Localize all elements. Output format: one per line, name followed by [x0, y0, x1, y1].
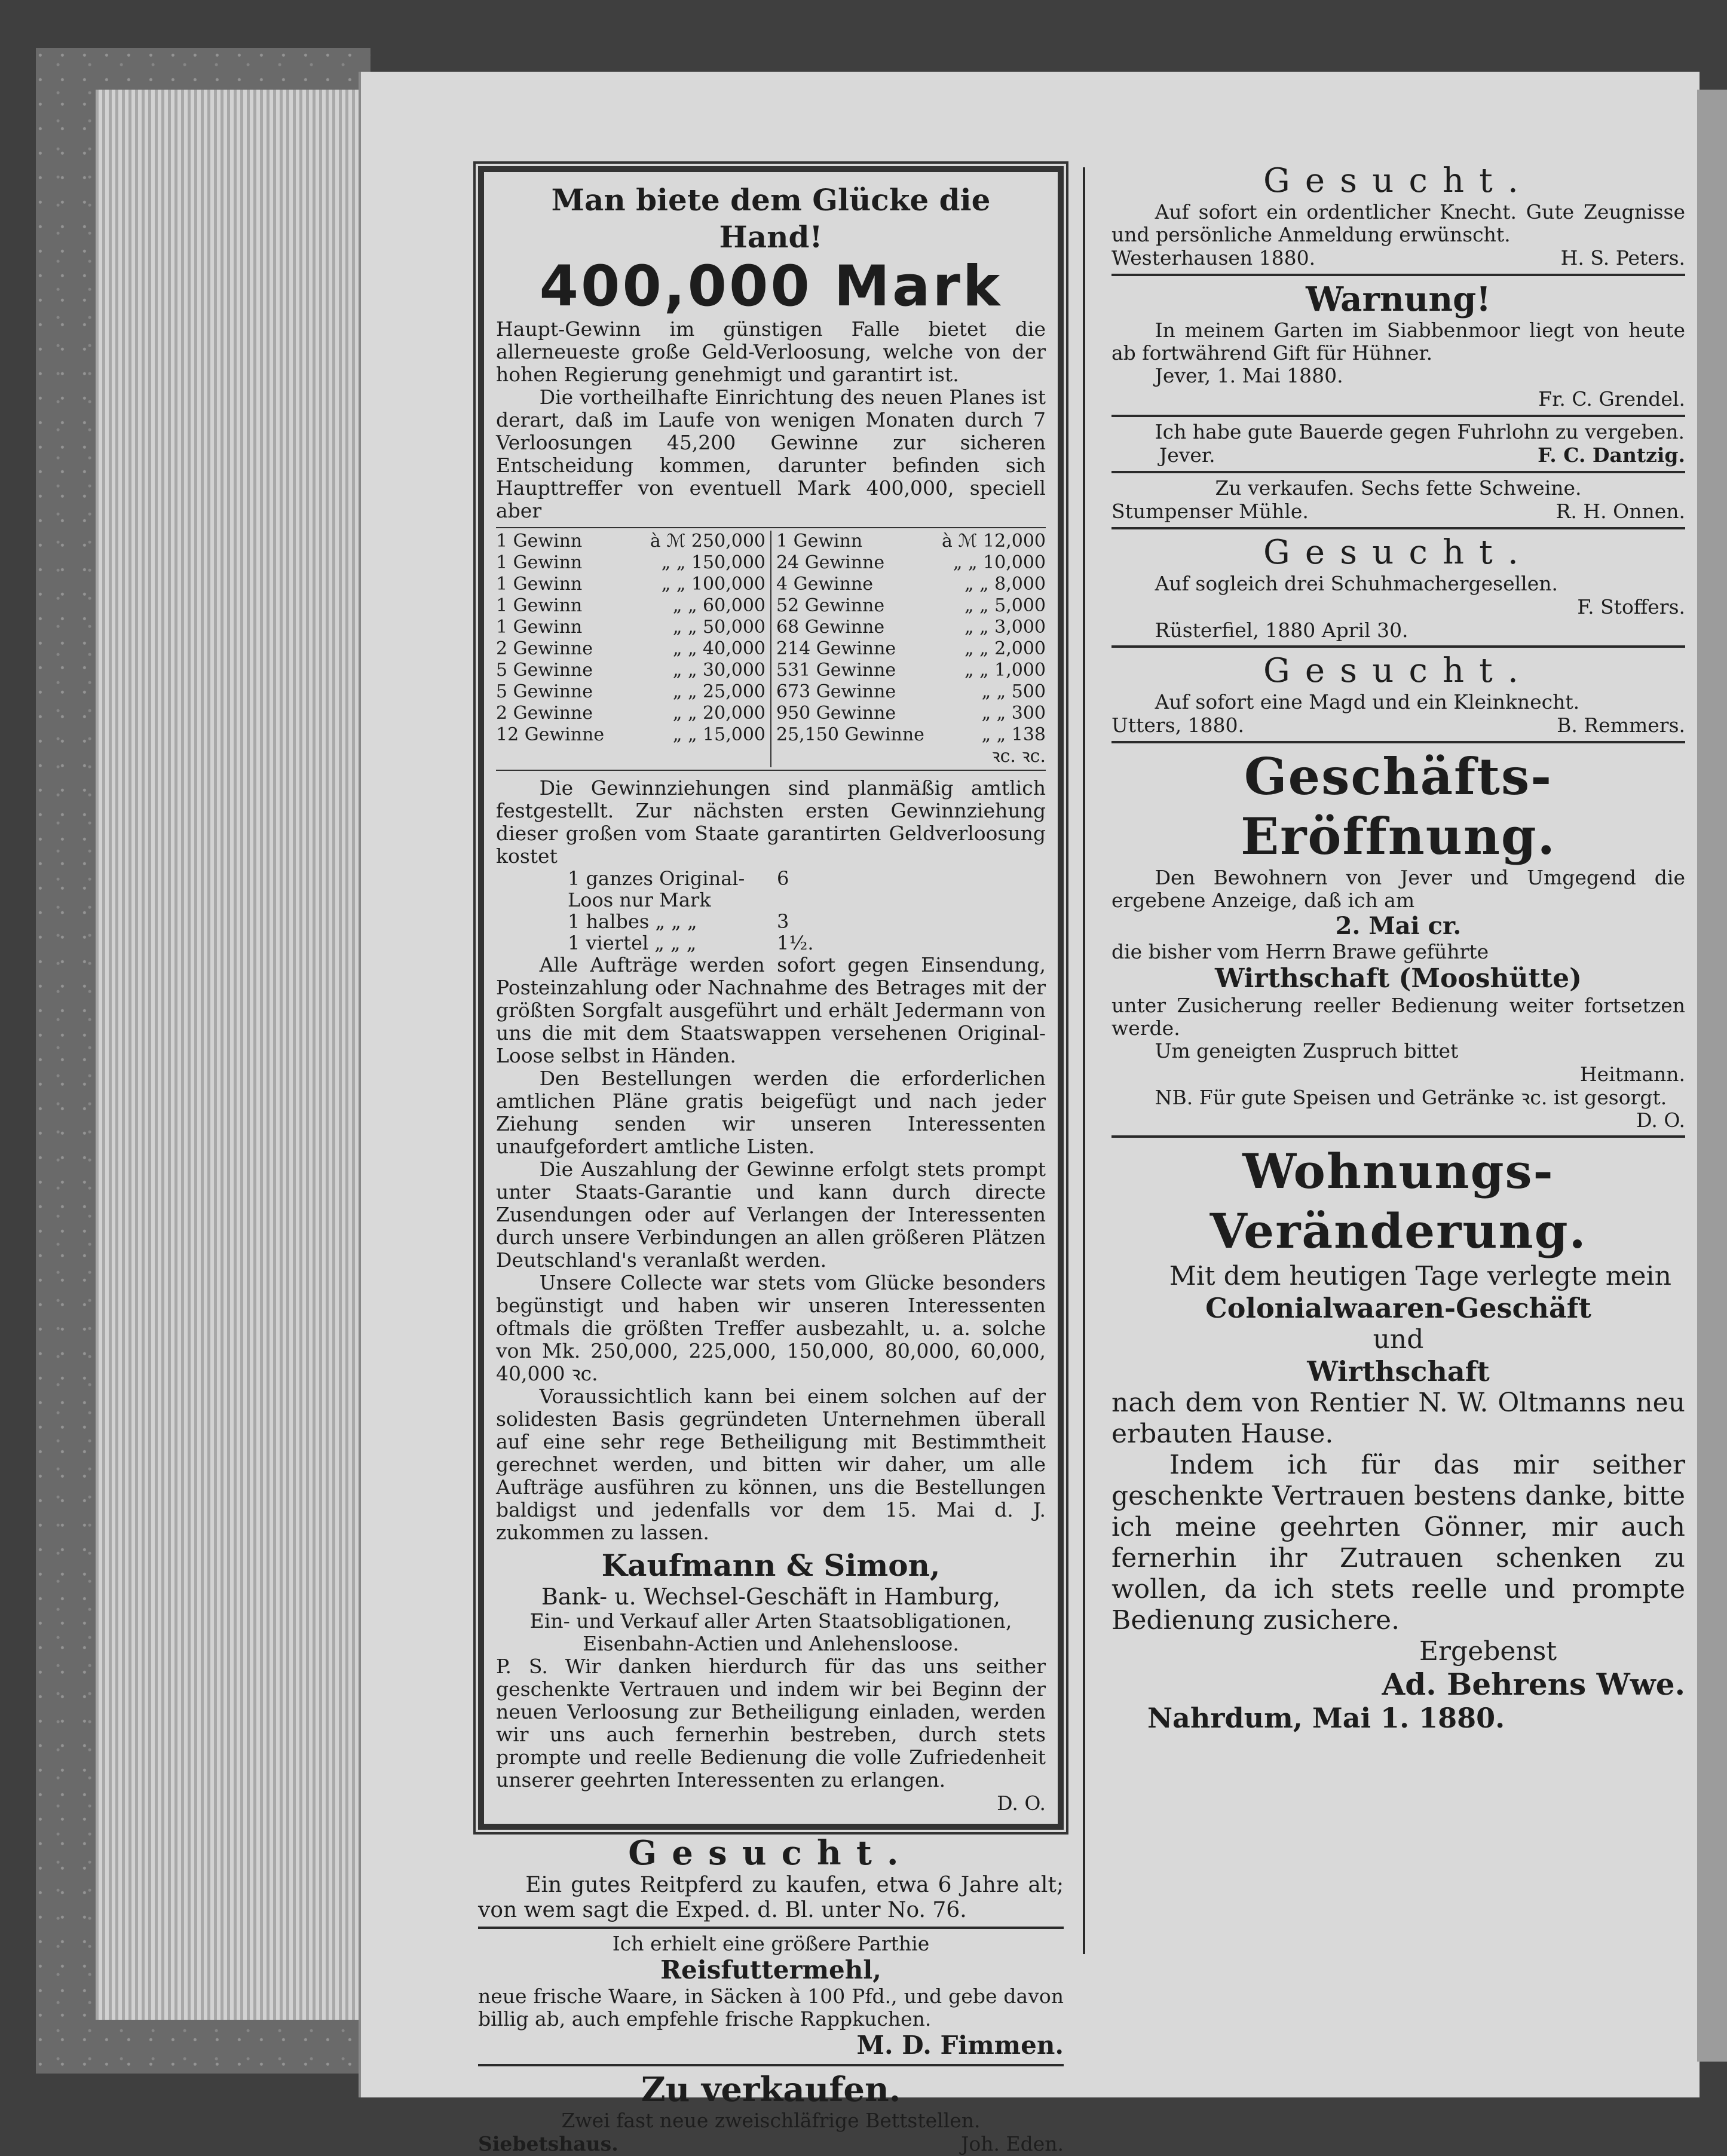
ad-body: Zwei fast neue zweischläfrige Bettstellen.: [561, 2109, 981, 2132]
row-label: 214 Gewinne: [776, 638, 896, 659]
row-label: 5 Gewinne: [496, 660, 593, 681]
price-row: [568, 932, 1046, 954]
ad-body: neue frische Waare, in Säcken à 100 Pfd., und gebe davon billig ab, auch empfehle frische Rappkuchen.: [478, 1984, 1064, 2031]
left-column: [478, 161, 1064, 2155]
row-label: 24 Gewinne: [776, 552, 885, 573]
row-value: „ „ 30,000: [672, 660, 765, 681]
ad-signature: B. Remmers.: [1557, 713, 1685, 737]
ad-signature: M. D. Fimmen.: [856, 2031, 1064, 2060]
right-column: [1111, 161, 1685, 1966]
prize-column-right: [771, 531, 1046, 767]
ad-place: Jever.: [1159, 443, 1215, 467]
ad-body: Zu verkaufen. Sechs fette Schweine.: [1215, 476, 1582, 500]
signature-row: [496, 1791, 1046, 1815]
signature-row: [1111, 443, 1685, 467]
divider-rule: [478, 1927, 1064, 1929]
lottery-paragraph: Alle Aufträge werden sofort gegen Einsendung, Posteinzahlung oder Nachnahme des Betrages mit der größten Sorgfalt ausgeführt und erhält Jedermann von uns die mit dem Staatswappen versehenen Original-Loose selbst in Händen.: [496, 953, 1046, 1067]
ad-body: Ich habe gute Bauerde gegen Fuhrlohn zu vergeben.: [1155, 420, 1685, 443]
row-value: „ „ 138: [981, 724, 1046, 745]
lottery-paragraph: Voraussichtlich kann bei einem solchen auf der solidesten Basis gegründeten Unternehmen überall auf eine sehr rege Betheiligung mit Bestimmtheit gerechnet werden, und bitten wir daher, um alle Aufträge ausführen zu können, uns die Bestellungen baldigst und jedenfalls vor dem 15. Mai d. J. zukommen zu lassen.: [496, 1385, 1046, 1544]
row-value: à ℳ 12,000: [941, 531, 1046, 552]
ad-business-name: Wirthschaft (Mooshütte): [1215, 963, 1582, 994]
ad-heading: Wohnungs-Veränderung.: [1209, 1143, 1587, 1259]
prize-row: [776, 574, 1046, 595]
row-label: 1 Gewinn: [776, 531, 863, 552]
row-label: 531 Gewinne: [776, 660, 896, 681]
lottery-paragraph: Die vortheilhafte Einrichtung des neuen Planes ist derart, daß im Laufe von wenigen Monaten durch 7 Verloosungen 45,200 Gewinne zur sicheren Entscheidung kommen, darunter befinden sich Haupttreffer von eventuell Mark 400,000, speciell aber: [496, 385, 1046, 522]
prize-row: [776, 638, 1046, 660]
lottery-advertisement: [478, 166, 1064, 1830]
ad-signature: Fr. C. Grendel.: [1538, 387, 1685, 411]
ad-body: Auf sogleich drei Schuhmachergesellen.: [1155, 572, 1558, 595]
ad-place: Siebetshaus.: [478, 2132, 618, 2155]
ad-place: Nahrdum, Mai 1. 1880.: [1147, 1702, 1505, 1734]
row-label: 950 Gewinne: [776, 703, 896, 724]
ad-place: Stumpenser Mühle.: [1111, 500, 1309, 523]
row-label: 1 Gewinn: [496, 552, 583, 573]
lottery-amount: 400,000 Mark: [539, 254, 1003, 319]
ad-place: Rüsterfiel, 1880 April 30.: [1155, 618, 1408, 642]
row-label: 52 Gewinne: [776, 595, 885, 616]
prize-table: [496, 527, 1046, 771]
row-value: „ „ 50,000: [672, 617, 765, 638]
lottery-paragraph: Den Bestellungen werden die erforderlichen amtlichen Pläne gratis beigefügt und nach jeder Ziehung senden wir unseren Interessenten unaufgefordert amtliche Listen.: [496, 1067, 1046, 1158]
row-value: à ℳ 250,000: [650, 531, 765, 552]
ad-signature: R. H. Onnen.: [1555, 500, 1685, 523]
signature-row: [478, 2132, 1064, 2156]
ad-body: Indem ich für das mir seither geschenkte Vertrauen bestens danke, bitte ich meine geehrten Gönner, mir auch fernerhin ihr Zutrauen schenken zu wollen, da ich stets reelle und prompte Bedienung zusichere.: [1111, 1450, 1685, 1636]
ad-place: Utters, 1880.: [1111, 713, 1245, 737]
row-label: 1 Gewinn: [496, 531, 583, 552]
row-label: 2 Gewinne: [496, 703, 593, 724]
signature-row: [1111, 500, 1685, 523]
ad-heading: Gesucht.: [1263, 533, 1533, 572]
row-label: 12 Gewinne: [496, 724, 605, 745]
firm-services: Ein- und Verkauf aller Arten Staatsobligationen, Eisenbahn-Actien und Anlehensloose.: [529, 1609, 1012, 1655]
ad-body: Den Bewohnern von Jever und Umgegend die ergebene Anzeige, daß ich am: [1111, 866, 1685, 912]
page-stack-edge: [96, 90, 360, 2020]
prize-row: [776, 531, 1046, 552]
firm-subtitle: Bank- u. Wechsel-Geschäft in Hamburg,: [541, 1584, 1001, 1610]
prize-row: [496, 724, 765, 746]
prize-row: [776, 617, 1046, 638]
row-value: 6: [777, 867, 789, 890]
ad-date: 2. Mai cr.: [1335, 912, 1462, 940]
row-value: „ „ 100,000: [661, 574, 765, 595]
divider-rule: [1111, 415, 1685, 417]
prize-row: [776, 660, 1046, 681]
ad-body: Ein gutes Reitpferd zu kaufen, etwa 6 Jahre alt; von wem sagt die Exped. d. Bl. unter No. 76.: [478, 1873, 1064, 1922]
ad-closing: Ergebenst: [1419, 1636, 1557, 1667]
ad-intro: Ich erhielt eine größere Parthie: [612, 1932, 930, 1955]
ad-signature: F. Stoffers.: [1577, 595, 1685, 618]
divider-rule: [478, 2064, 1064, 2066]
signature-row: [1111, 713, 1685, 737]
row-label: 1 Gewinn: [496, 617, 583, 638]
row-value: „ „ 40,000: [672, 638, 765, 659]
row-value: „ „ 60,000: [672, 595, 765, 616]
prize-row: [776, 595, 1046, 617]
prize-row: [496, 703, 765, 724]
row-value: „ „ 20,000: [672, 703, 765, 724]
row-label: 1 halbes „ „ „: [568, 910, 697, 933]
row-label: 1 viertel „ „ „: [568, 932, 697, 954]
ad-body: In meinem Garten im Siabbenmoor liegt von heute ab fortwährend Gift für Hühner.: [1111, 318, 1685, 365]
row-value: „ „ 150,000: [661, 552, 765, 573]
ad-product: Reisfuttermehl,: [660, 1955, 881, 1984]
divider-rule: [1111, 527, 1685, 529]
ad-body: nach dem von Rentier N. W. Oltmanns neu erbauten Hause.: [1111, 1388, 1685, 1449]
column-divider: [1083, 167, 1085, 1954]
ad-heading: Zu verkaufen.: [641, 2070, 901, 2109]
row-label: 1 ganzes Original-Loos nur Mark: [568, 867, 745, 911]
row-value: „ „ 25,000: [672, 681, 765, 702]
row-value: 1½.: [777, 932, 814, 954]
row-label: 2 Gewinne: [496, 638, 593, 659]
signature: D. O.: [997, 1791, 1046, 1815]
row-label: 25,150 Gewinne: [776, 724, 924, 745]
ad-connector: und: [1373, 1324, 1424, 1355]
price-row: [568, 868, 1046, 911]
prize-row: [496, 531, 765, 552]
prize-row: [496, 617, 765, 638]
row-label: 1 Gewinn: [496, 574, 583, 595]
divider-rule: [1111, 741, 1685, 743]
lottery-paragraph: Die Auszahlung der Gewinne erfolgt stets prompt unter Staats-Garantie und kann durch directe Zusendungen oder auf Verlangen der Interessenten durch unsere Verbindungen an allen größeren Plätzen Deutschland's veranlaßt werden.: [496, 1157, 1046, 1272]
ad-signature: D. O.: [1636, 1108, 1685, 1132]
ad-business-name: Wirthschaft: [1307, 1355, 1490, 1388]
ad-signature: H. S. Peters.: [1560, 246, 1685, 270]
row-value: „ „ 1,000: [964, 660, 1046, 681]
row-value: „ „ 3,000: [964, 617, 1046, 638]
ad-signature: Ad. Behrens Wwe.: [1382, 1667, 1685, 1702]
ad-signature: F. C. Dantzig.: [1538, 443, 1685, 467]
row-label: 673 Gewinne: [776, 681, 896, 702]
ad-heading: Gesucht.: [628, 1833, 914, 1873]
row-value: „ „ 500: [981, 681, 1046, 702]
prize-row: [496, 595, 765, 617]
divider-rule: [1111, 471, 1685, 473]
ad-body: die bisher vom Herrn Brawe geführte: [1111, 940, 1489, 963]
prize-row: [776, 746, 1046, 767]
price-row: [568, 911, 1046, 932]
ad-heading: Geschäfts-Eröffnung.: [1241, 747, 1556, 866]
price-list: [568, 868, 1046, 954]
ad-note: NB. Für gute Speisen und Getränke ꝛc. ist gesorgt.: [1155, 1086, 1667, 1109]
row-value: 3: [777, 910, 789, 933]
binding-shadow: [1697, 90, 1727, 2062]
lottery-postscript: P. S. Wir danken hierdurch für das uns seither geschenkte Vertrauen und indem wir bei Beginn der neuen Verloosung zur Betheiligung einladen, werden wir uns auch fernerhin bestreben, durch stets prompte und reelle Bedienung die volle Zufriedenheit unserer geehrten Interessenten zu erlangen.: [496, 1655, 1046, 1791]
ad-body: Auf sofort ein ordentlicher Knecht. Gute Zeugnisse und persönliche Anmeldung erwünscht.: [1111, 200, 1685, 246]
row-value: „ „ 2,000: [964, 638, 1046, 659]
row-value: „ „ 10,000: [953, 552, 1046, 573]
divider-rule: [1111, 274, 1685, 276]
row-value: ꝛc. ꝛc.: [991, 746, 1046, 767]
ad-body: Mit dem heutigen Tage verlegte mein: [1169, 1261, 1671, 1291]
signature-row: [1111, 246, 1685, 270]
lottery-headline: Man biete dem Glücke die Hand!: [551, 182, 991, 255]
prize-row: [776, 681, 1046, 703]
ad-business-name: Colonialwaaren-Geschäft: [1205, 1292, 1591, 1324]
prize-row: [776, 724, 1046, 746]
prize-column-left: [496, 531, 771, 767]
ad-body: Auf sofort eine Magd und ein Kleinknecht.: [1155, 690, 1580, 713]
prize-row: [496, 660, 765, 681]
ad-signature: Joh. Eden.: [961, 2132, 1064, 2155]
row-label: 5 Gewinne: [496, 681, 593, 702]
prize-row: [776, 552, 1046, 574]
divider-rule: [1111, 645, 1685, 648]
ad-signature: Heitmann.: [1579, 1062, 1685, 1086]
ad-place: Westerhausen 1880.: [1111, 246, 1316, 270]
row-label: 68 Gewinne: [776, 617, 885, 638]
prize-row: [496, 552, 765, 574]
lottery-paragraph: Unsere Collecte war stets vom Glücke besonders begünstigt und haben wir unseren Interessenten oftmals die größten Treffer ausbezahlt, u. a. solche von Mk. 250,000, 225,000, 150,000, 80,000, 60,000, 40,000 ꝛc.: [496, 1271, 1046, 1385]
divider-rule: [1111, 1135, 1685, 1138]
ad-body: Um geneigten Zuspruch bittet: [1155, 1039, 1459, 1062]
ad-heading: Warnung!: [1306, 280, 1491, 319]
row-value: „ „ 300: [981, 703, 1046, 724]
ad-heading: Gesucht.: [1263, 651, 1533, 690]
ad-place: Jever, 1. Mai 1880.: [1155, 364, 1343, 387]
row-label: 1 Gewinn: [496, 595, 583, 616]
prize-row: [776, 703, 1046, 724]
prize-row: [496, 574, 765, 595]
lottery-paragraph: Haupt-Gewinn im günstigen Falle bietet die allerneueste große Geld-Verloosung, welche von der hohen Regierung genehmigt und garantirt ist.: [496, 317, 1046, 386]
row-label: 4 Gewinne: [776, 574, 874, 595]
lottery-paragraph: Die Gewinnziehungen sind planmäßig amtlich festgestellt. Zur nächsten ersten Gewinnziehung dieser großen vom Staate garantirten Geldverloosung kostet: [496, 776, 1046, 868]
ad-body: unter Zusicherung reeller Bedienung weiter fortsetzen werde.: [1111, 994, 1685, 1040]
prize-row: [496, 681, 765, 703]
row-value: „ „ 8,000: [964, 574, 1046, 595]
prize-row: [496, 638, 765, 660]
firm-name: Kaufmann & Simon,: [601, 1548, 941, 1583]
row-value: „ „ 5,000: [964, 595, 1046, 616]
row-value: „ „ 15,000: [672, 724, 765, 745]
ad-heading: Gesucht.: [1263, 161, 1533, 200]
